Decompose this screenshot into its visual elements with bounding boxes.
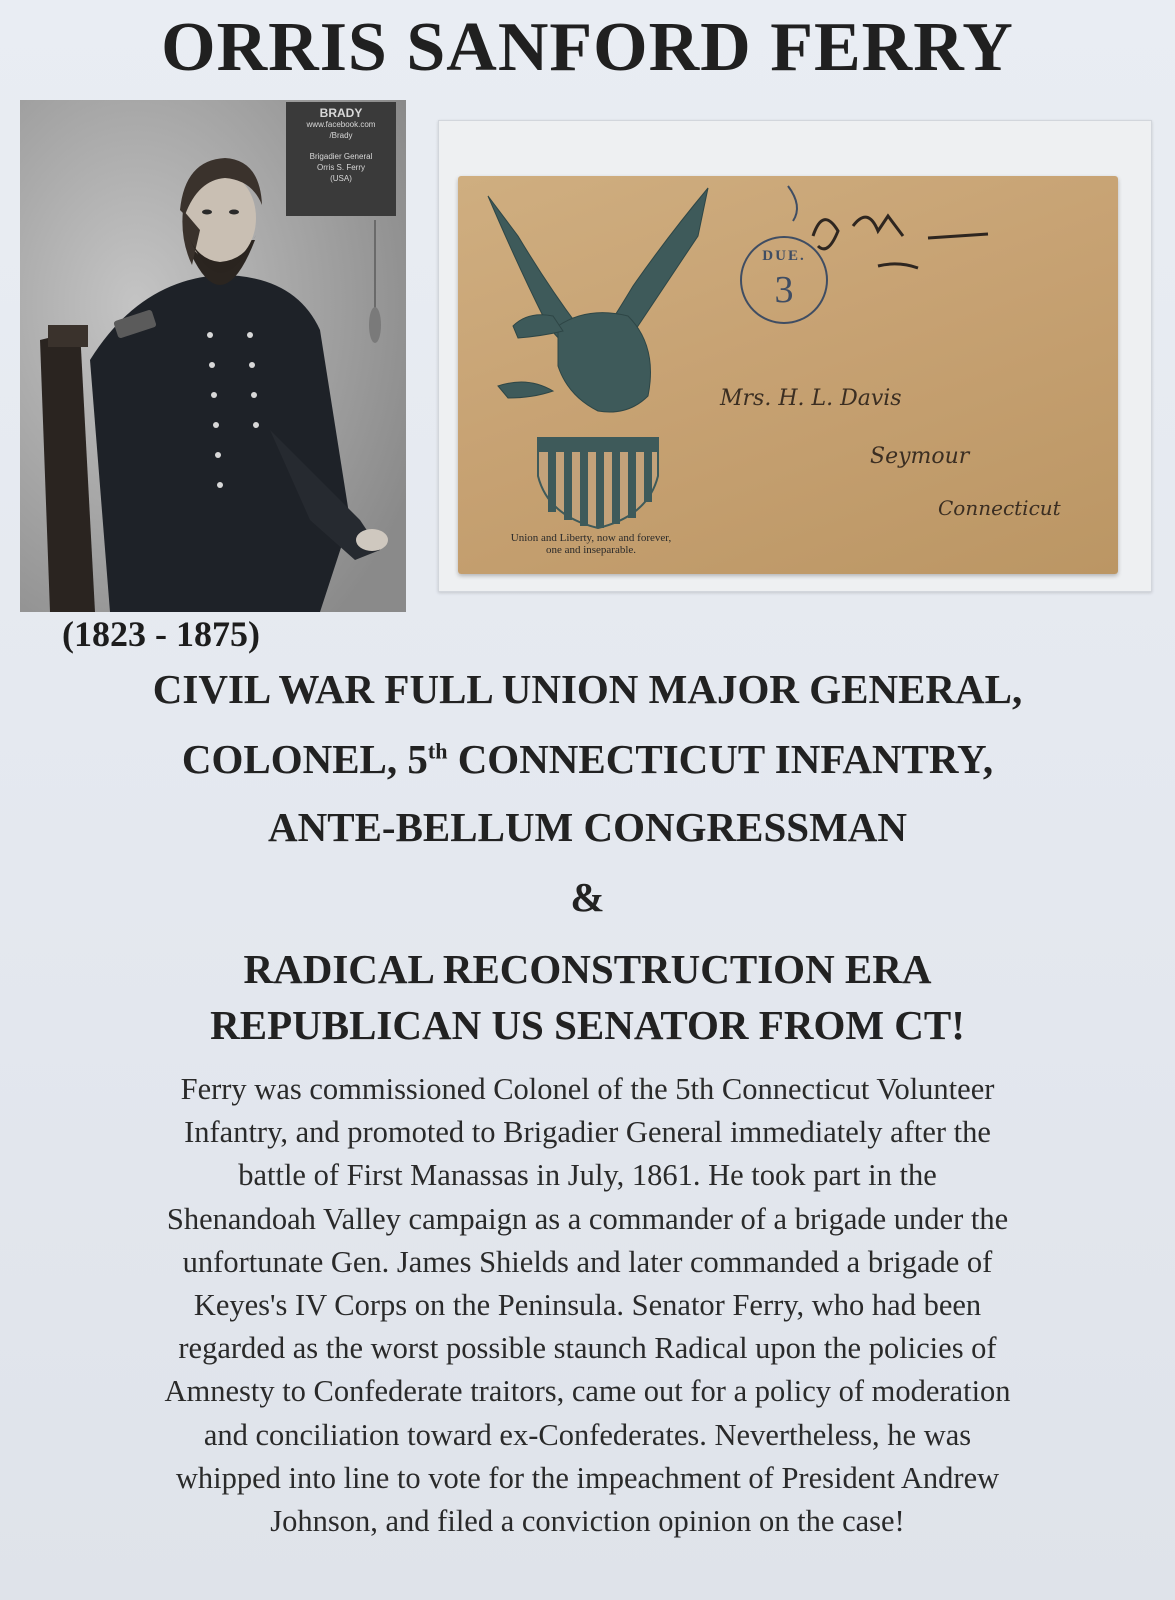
motto-line: one and inseparable. [545, 544, 637, 556]
paragraph-line: regarded as the worst possible staunch Radical upon the policies of [178, 1331, 997, 1366]
photo-tag-line: Orris S. Ferry [317, 163, 365, 172]
due-postmark-number: 3 [774, 269, 794, 311]
heading-text: COLONEL, 5 [181, 736, 428, 782]
address-line: Mrs. H. L. Davis [720, 386, 902, 411]
page-title: ORRIS SANFORD FERRY [161, 9, 1014, 86]
paragraph-line: Infantry, and promoted to Brigadier General immediately after the [184, 1115, 991, 1150]
heading-line: ANTE-BELLUM CONGRESSMAN [268, 804, 907, 850]
paragraph-line: Keyes's IV Corps on the Peninsula. Senator Ferry, who had been [193, 1288, 982, 1323]
photo-tag-line: /Brady [329, 131, 353, 140]
life-dates: (1823 - 1875) [62, 614, 260, 654]
due-postmark-word: DUE. [762, 248, 806, 264]
portrait-photo [20, 100, 406, 612]
heading-line: RADICAL RECONSTRUCTION ERA [243, 946, 932, 992]
paragraph-line: and conciliation toward ex-Confederates. Nevertheless, he was [203, 1417, 972, 1452]
photo-tag-line: BRADY [319, 108, 363, 119]
paragraph-line: Ferry was commissioned Colonel of the 5th Connecticut Volunteer [180, 1072, 995, 1106]
paragraph-line: whipped into line to vote for the impeachment of President Andrew [175, 1460, 1000, 1495]
paragraph-line: unfortunate Gen. James Shields and later commanded a brigade of [182, 1244, 993, 1279]
motto-line: Union and Liberty, now and forever, [510, 532, 672, 544]
paragraph-line: battle of First Manassas in July, 1861. He took part in the [238, 1158, 937, 1193]
address-line: Connecticut [938, 496, 1061, 520]
photo-tag-line: www.facebook.com [306, 120, 376, 129]
photo-caption-label [286, 102, 396, 216]
paragraph-line: Johnson, and filed a conviction opinion on the case! [270, 1504, 905, 1539]
cover-motto [466, 532, 716, 556]
patriotic-cover [458, 176, 1118, 574]
heading-line: CIVIL WAR FULL UNION MAJOR GENERAL, [152, 666, 1023, 712]
paragraph-line: Amnesty to Confederate traitors, came out for a policy of moderation [164, 1374, 1011, 1409]
ordinal-suffix: th [427, 738, 448, 764]
due-postmark [740, 236, 828, 324]
photo-tag-line: Brigadier General [309, 152, 373, 161]
heading-line: REPUBLICAN US SENATOR FROM CT! [210, 1002, 965, 1048]
heading-line [0, 734, 1175, 784]
heading-text: CONNECTICUT INFANTRY, [447, 736, 994, 782]
biography-paragraph [30, 1068, 1145, 1543]
paragraph-line: Shenandoah Valley campaign as a commander of a brigade under the [166, 1201, 1009, 1236]
photo-tag-line: (USA) [330, 174, 352, 183]
address-line: Seymour [870, 444, 970, 469]
heading-ampersand: & [570, 874, 605, 920]
